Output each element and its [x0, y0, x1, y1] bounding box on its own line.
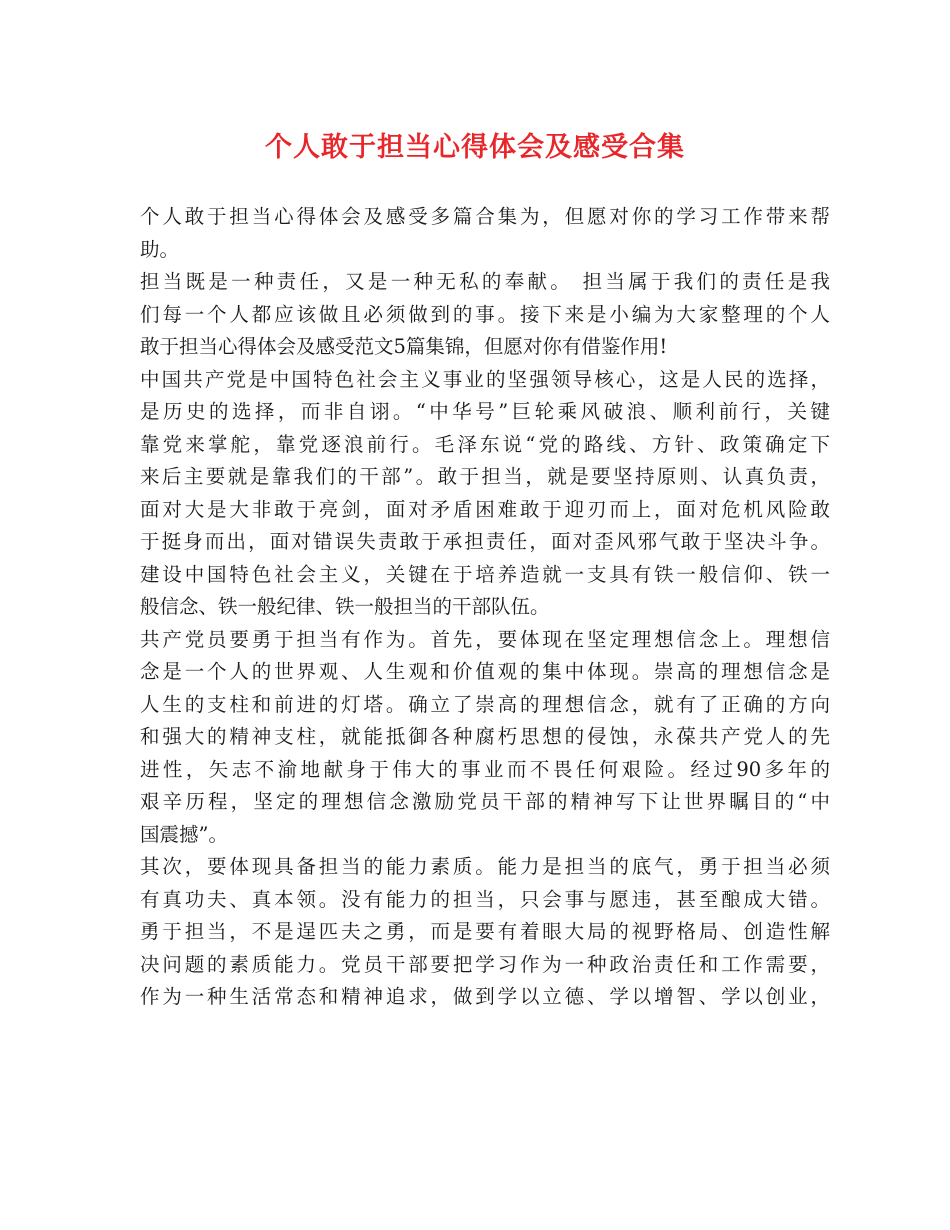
document-title: 个人敢于担当心得体会及感受合集 [265, 132, 685, 163]
body-line: 其次，要体现具备担当的能力素质。能力是担当的底气，勇于担当必须 [140, 855, 830, 878]
body-line: 中国共产党是中国特色社会主义事业的坚强领导核心，这是人民的选择， [140, 367, 830, 391]
body-line: 于挺身而出，面对错误失责敢于承担责任，面对歪风邪气敢于坚决斗争。 [140, 530, 830, 553]
body-line: 担当既是一种责任，又是一种无私的奉献。 担当属于我们的责任是我 [140, 270, 830, 293]
body-line: 念是一个人的世界观、人生观和价值观的集中体现。崇高的理想信念是 [140, 660, 830, 683]
body-line: 是历史的选择，而非自诩。“中华号”巨轮乘风破浪、顺利前行，关键 [140, 400, 830, 423]
body-line: 进性，矢志不渝地献身于伟大的事业而不畏任何艰险。经过90多年的 [140, 757, 830, 781]
body-line: 们每一个人都应该做且必须做到的事。接下来是小编为大家整理的个人 [140, 302, 830, 326]
body-line: 个人敢于担当心得体会及感受多篇合集为，但愿对你的学习工作带来帮 [140, 205, 830, 228]
body-line: 作为一种生活常态和精神追求，做到学以立德、学以增智、学以创业， [140, 985, 830, 1008]
body-line: 助。 [140, 237, 180, 261]
document-body [140, 201, 830, 1014]
body-line: 敢于担当心得体会及感受范文5篇集锦，但愿对你有借鉴作用! [140, 335, 668, 358]
body-line: 面对大是大非敢于亮剑，面对矛盾困难敢于迎刃而上，面对危机风险敢 [140, 497, 830, 521]
body-line: 共产党员要勇于担当有作为。首先，要体现在坚定理想信念上。理想信 [140, 627, 830, 651]
body-line: 来后主要就是靠我们的干部”。敢于担当，就是要坚持原则、认真负责， [140, 465, 830, 488]
body-line: 和强大的精神支柱，就能抵御各种腐朽思想的侵蚀，永葆共产党人的先 [140, 725, 830, 748]
body-line: 般信念、铁一般纪律、铁一般担当的干部队伍。 [140, 595, 550, 618]
body-line: 勇于担当，不是逞匹夫之勇，而是要有着眼大局的视野格局、创造性解 [140, 920, 830, 943]
body-line: 靠党来掌舵，靠党逐浪前行。毛泽东说“党的路线、方针、政策确定下 [140, 432, 830, 456]
body-line: 国震撼”。 [140, 822, 228, 846]
body-line: 艰辛历程，坚定的理想信念激励党员干部的精神写下让世界瞩目的“中 [140, 790, 830, 813]
body-line: 有真功夫、真本领。没有能力的担当，只会事与愿违，甚至酿成大错。 [140, 887, 830, 911]
body-line: 人生的支柱和前进的灯塔。确立了崇高的理想信念，就有了正确的方向 [140, 692, 830, 716]
body-line: 建设中国特色社会主义，关键在于培养造就一支具有铁一般信仰、铁一 [140, 562, 830, 586]
body-line: 决问题的素质能力。党员干部要把学习作为一种政治责任和工作需要， [140, 952, 830, 976]
